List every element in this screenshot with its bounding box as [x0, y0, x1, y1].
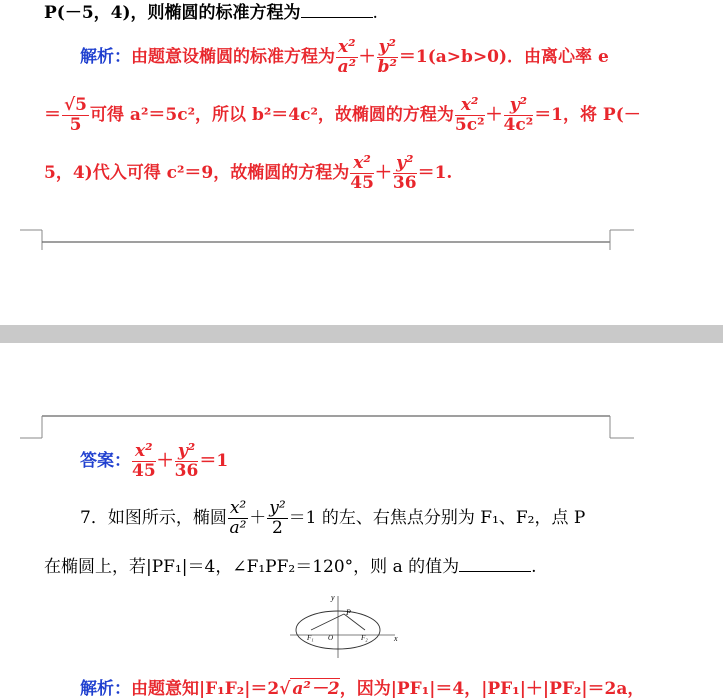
answer-blank: [301, 3, 373, 18]
fraction: $\frac{\text{y²}}{36}$: [392, 153, 417, 193]
solution1-text: 由题意设椭圆的标准方程为: [131, 47, 335, 67]
segment-pf1: [311, 614, 344, 630]
solution1-text: 5，4)代入可得 c²＝9，故椭圆的方程为: [44, 163, 350, 183]
q7-text: 7．如图所示，椭圆: [80, 508, 227, 528]
q7-text: 在椭圆上，若|PF₁|＝4，∠F₁PF₂＝120°，则 a 的值为: [44, 557, 460, 577]
solution1-text: ＝1(a>b>0)．由离心率 e: [398, 47, 609, 67]
fraction: $\frac{\text{y²}}{\text{4c²}}$: [503, 95, 534, 135]
sqrt-expression: a²－2: [292, 679, 340, 699]
q7-line1: 7．如图所示，椭圆 $\frac{\text{x²}}{\text{a²}}$ ＋ $\frac{\text{y²}}{2}$ ＝1 的左、右焦点分别为 F₁、F₂，点 P: [80, 498, 586, 538]
answer-line: 答案： $\frac{\text{x²}}{45}$ ＋ $\frac{\text{y²}}{36}$ ＝1: [80, 441, 229, 481]
origin-label: O: [328, 634, 334, 642]
solution1-line2: ＝ $\frac{√5}{5}$ 可得 a²＝5c²，所以 b²＝4c²，故椭圆的方程为 $\frac{\text{x²}}{\text{5c²}}$ ＋ $\frac{\text{y²}}{\text{4c²}}$ ＝1，将 P(－: [44, 95, 641, 135]
solution2-label: 解析：: [80, 679, 131, 699]
fraction: $\frac{\text{x²}}{\text{5c²}}$: [454, 95, 485, 135]
page-bottom-rule: [20, 226, 640, 254]
fraction: $\frac{\text{x²}}{45}$: [132, 441, 156, 481]
answer-blank: [459, 557, 531, 572]
solution1-text: 可得 a²＝5c²，所以 b²＝4c²，故椭圆的方程为: [90, 105, 454, 125]
solution1-label: 解析：: [80, 47, 131, 67]
page-separator: [0, 325, 723, 343]
fraction: $\frac{\text{x²}}{45}$: [350, 153, 374, 193]
solution2-line1: 解析：由题意知|F₁F₂|＝2√ a²－2，因为|PF₁|＝4，|PF₁|＋|PF₂|＝2a，: [80, 679, 645, 699]
answer-label: 答案：: [80, 451, 131, 471]
f2-label: F₂: [361, 634, 368, 642]
q7-text: ＝1 的左、右焦点分别为 F₁、F₂，点 P: [288, 508, 586, 528]
question-period: .: [372, 3, 378, 23]
solution1-text: ＝1，将 P(－: [534, 105, 641, 125]
question-tail: [44, 3, 378, 23]
solution1-line1: 解析：由题意设椭圆的标准方程为 $\frac{\text{x²}}{\text{a²}}$ ＋ $\frac{\text{y²}}{\text{b²}}$ ＝1(a>b>0)．由离心率 e: [80, 37, 609, 77]
x-axis-label: x: [394, 634, 398, 643]
f1-label: F₁: [307, 634, 314, 642]
page-top-rule: [20, 412, 640, 442]
ellipse-figure: [285, 590, 405, 662]
fraction: $\frac{\text{x²}}{\text{a²}}$: [229, 498, 247, 538]
question-tail-text: P(－5，4)，则椭圆的标准方程为: [44, 3, 301, 23]
solution1-line3: 5，4)代入可得 c²＝9，故椭圆的方程为 $\frac{\text{x²}}{45}$ ＋ $\frac{\text{y²}}{36}$ ＝1.: [44, 153, 453, 193]
solution2-text: 由题意知|F₁F₂|＝2: [131, 679, 280, 699]
point-p-label: P: [346, 608, 351, 617]
y-axis-label: y: [331, 593, 335, 602]
solution2-text: ，因为|PF₁|＝4，|PF₁|＋|PF₂|＝2a，: [339, 679, 645, 699]
q7-line2: 在椭圆上，若|PF₁|＝4，∠F₁PF₂＝120°，则 a 的值为 .: [44, 557, 537, 577]
fraction: $\frac{\text{y²}}{36}$: [174, 441, 199, 481]
answer-value: ＝1: [199, 451, 229, 471]
fraction: $\frac{\text{y²}}{2}$: [269, 498, 286, 538]
solution1-text: ＝1.: [417, 163, 453, 183]
fraction: $\frac{\text{y²}}{\text{b²}}$: [377, 37, 397, 77]
fraction: $\frac{\text{x²}}{\text{a²}}$: [337, 37, 357, 77]
fraction: $\frac{√5}{5}$: [64, 95, 88, 135]
